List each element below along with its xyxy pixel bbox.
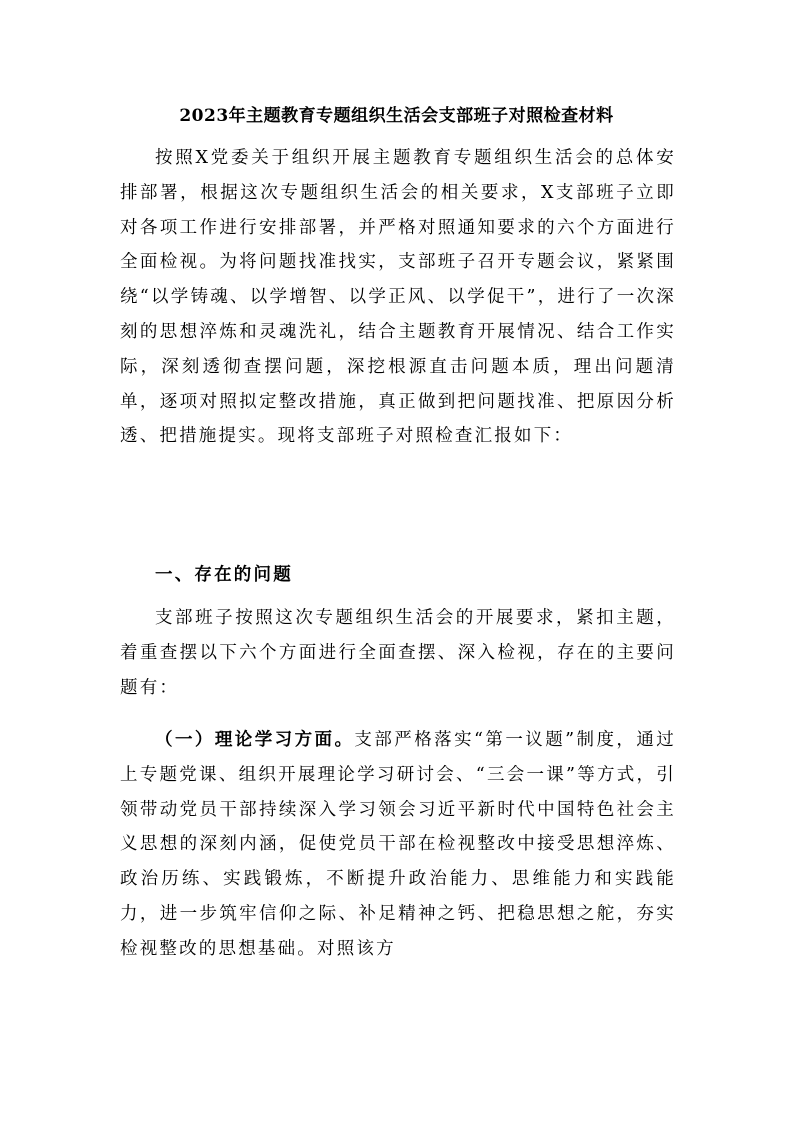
theory-study-lead: （一）理论学习方面。 (155, 730, 355, 750)
theory-study-paragraph (120, 723, 676, 967)
section-heading-problems: 一、存在的问题 (155, 565, 293, 585)
intro-paragraph: 按照X党委关于组织开展主题教育专题组织生活会的总体安排部署，根据这次专题组织生活会的相关要求，X支部班子立即对各项工作进行安排部署，并严格对照通知要求的六个方面进行全面检视。为将问题找准找实，支部班子召开专题会议，紧紧围绕“以学铸魂、以学增智、以学正风、以学促干”，进行了一次深刻的思想淬炼和灵魂洗礼，结合主题教育开展情况、结合工作实际，深刻透彻查摆问题，深挖根源直击问题本质，理出问题清单，逐项对照拟定整改措施，真正做到把问题找准、把原因分析透、把措施提实。现将支部班子对照检查汇报如下： (120, 148, 676, 447)
theory-study-body: 支部严格落实“第一议题”制度，通过上专题党课、组织开展理论学习研讨会、“三会一课”等方式，引领带动党员干部持续深入学习领会习近平新时代中国特色社会主义思想的深刻内涵，促使党员干部在检视整改中接受思想淬炼、政治历练、实践锻炼，不断提升政治能力、思维能力和实践能力，进一步筑牢信仰之际、补足精神之钙、把稳思想之舵，夯实检视整改的思想基础。对照该方 (120, 730, 676, 959)
section-intro-paragraph: 支部班子按照这次专题组织生活会的开展要求，紧扣主题，着重查摆以下六个方面进行全面查摆、深入检视，存在的主要问题有： (120, 608, 676, 698)
document-title: 2023年主题教育专题组织生活会支部班子对照检查材料 (179, 106, 614, 126)
